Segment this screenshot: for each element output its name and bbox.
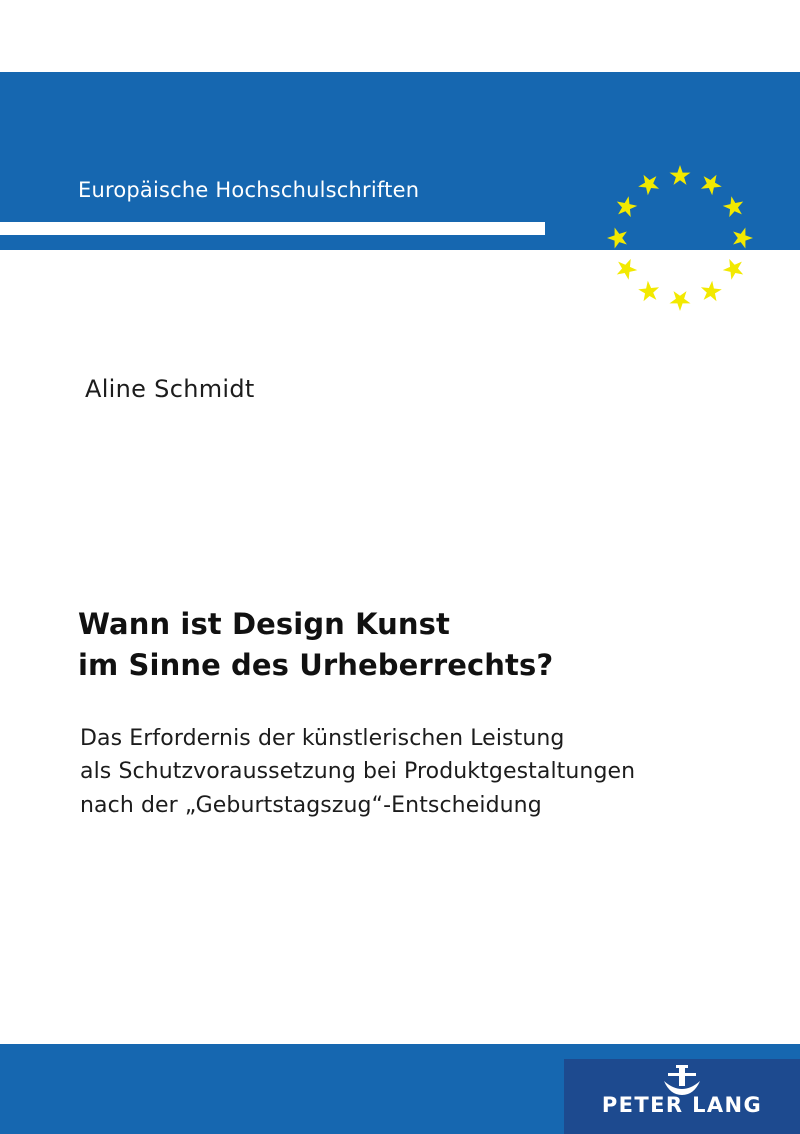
- title-line-1: Wann ist Design Kunst: [78, 607, 450, 641]
- book-title: [78, 604, 738, 686]
- subtitle-line-3: nach der „Geburtstagszug“-Entscheidung: [80, 792, 542, 818]
- subtitle-line-2: als Schutzvoraussetzung bei Produktgestaltungen: [80, 759, 636, 785]
- series-subject: Recht: [78, 271, 144, 295]
- series-divider: [0, 222, 545, 235]
- eu-stars-icon: [595, 162, 765, 314]
- series-name: Europäische Hochschulschriften: [78, 178, 420, 202]
- author-name: Aline Schmidt: [85, 375, 255, 403]
- series-band: [0, 72, 800, 295]
- book-subtitle: [80, 722, 760, 822]
- subtitle-line-1: Das Erfordernis der künstlerischen Leistung: [80, 726, 565, 751]
- publisher-block: [564, 1059, 800, 1134]
- title-line-2: im Sinne des Urheberrechts?: [78, 648, 554, 683]
- bottom-band: [0, 1044, 800, 1134]
- publisher-name: PETER LANG: [601, 1093, 763, 1117]
